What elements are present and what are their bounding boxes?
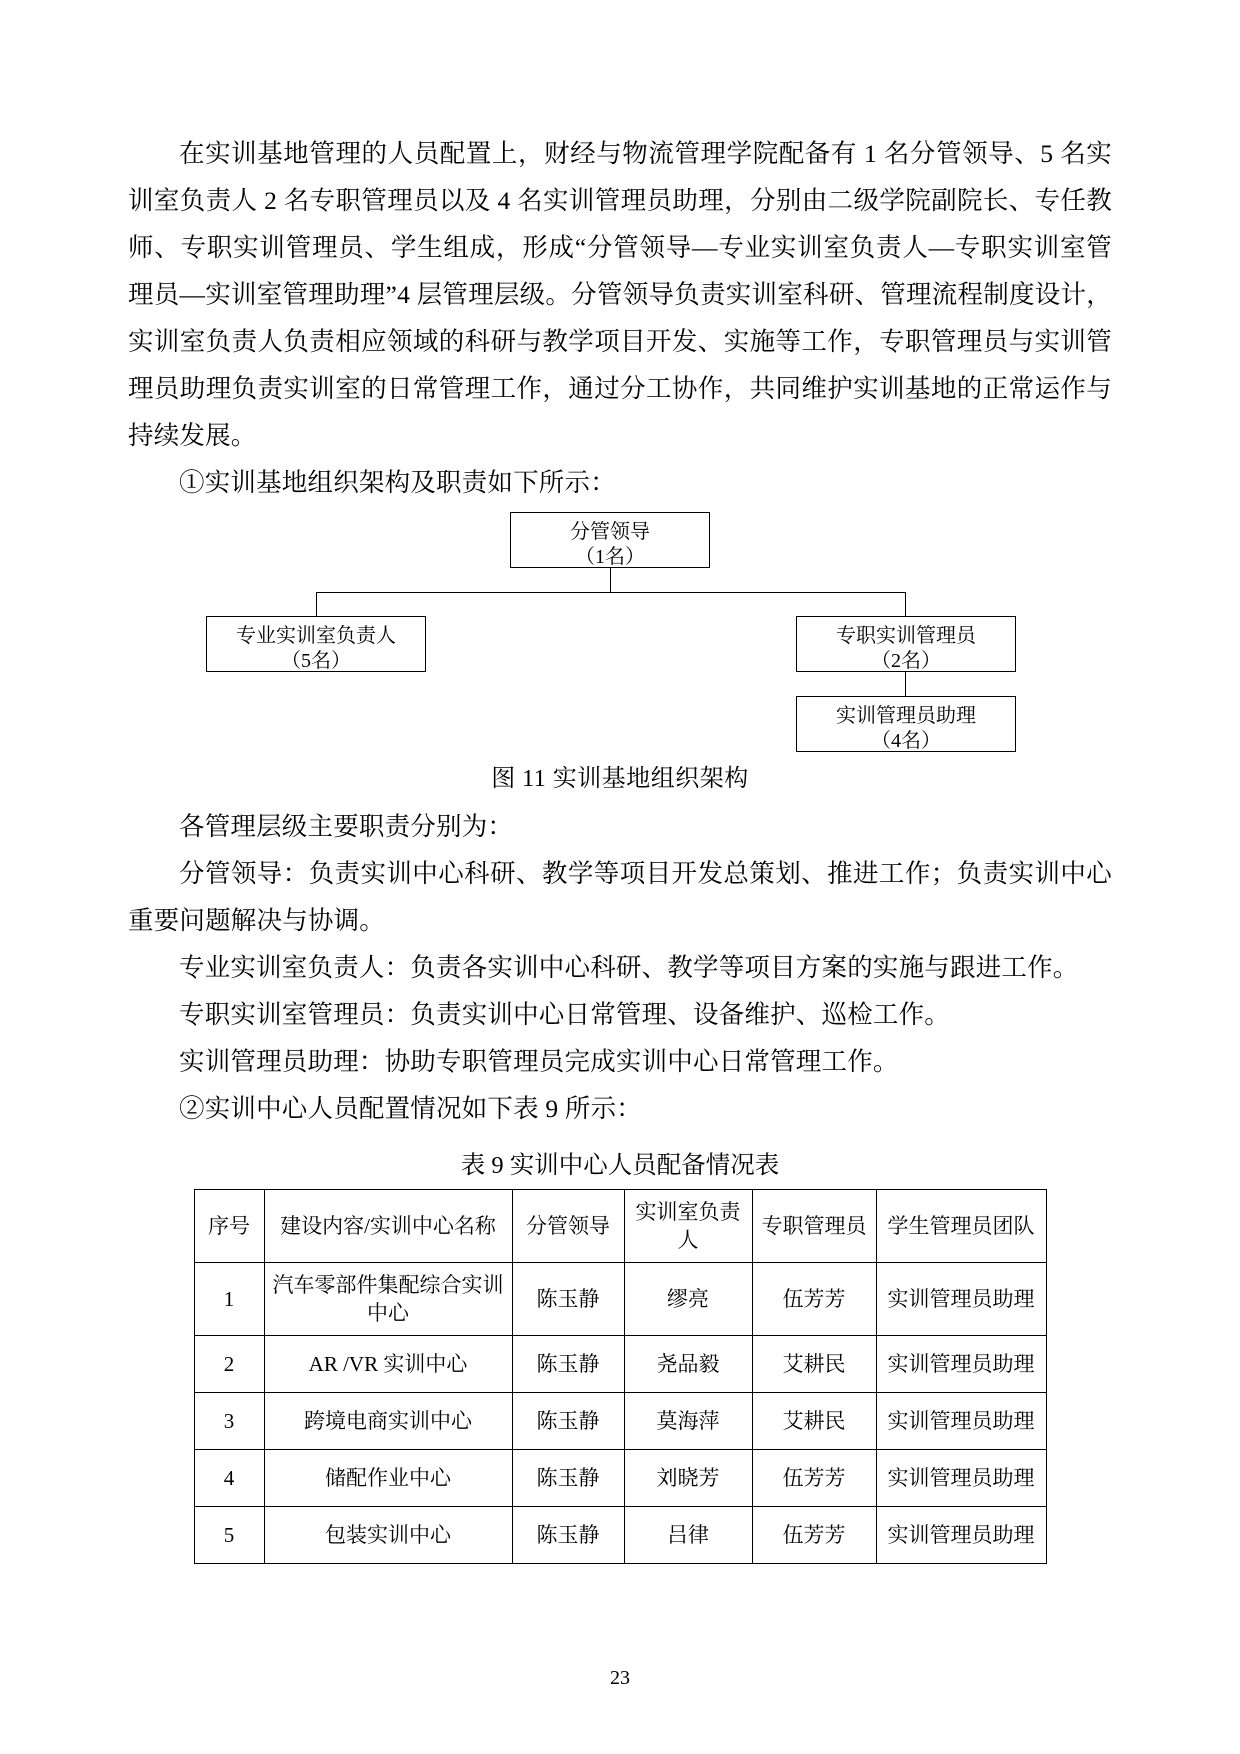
- paragraph-5: 专业实训室负责人：负责各实训中心科研、教学等项目方案的实施与跟进工作。: [179, 953, 1079, 982]
- table-row: [194, 1393, 1046, 1450]
- table-header-cell: 建设内容/实训中心名称: [264, 1190, 512, 1263]
- paragraph-6: 专职实训室管理员：负责实训中心日常管理、设备维护、巡检工作。: [179, 1000, 951, 1029]
- table-cell: 汽车零部件集配综合实训中心: [264, 1263, 512, 1336]
- table-cell: 陈玉静: [512, 1393, 624, 1450]
- org-node-title: 专业实训室负责人: [236, 625, 396, 647]
- org-node-count: （4名）: [871, 730, 941, 752]
- table-cell: 陈玉静: [512, 1263, 624, 1336]
- org-node-count: （2名）: [871, 650, 941, 672]
- table-cell: 实训管理员助理: [876, 1336, 1046, 1393]
- org-node-count: （1名）: [575, 546, 645, 568]
- org-connector-vertical-right: [905, 592, 906, 616]
- table-cell: 4: [194, 1450, 264, 1507]
- table-cell: 刘晓芳: [624, 1450, 752, 1507]
- table-header-cell: 实训室负责人: [624, 1190, 752, 1263]
- org-node-full-time-manager: [796, 616, 1016, 672]
- table-cell: 3: [194, 1393, 264, 1450]
- org-connector-vertical-bottom: [905, 672, 906, 696]
- org-connector-horizontal: [316, 592, 906, 593]
- org-connector-vertical-top: [610, 568, 611, 592]
- table-cell: 实训管理员助理: [876, 1507, 1046, 1564]
- table-cell: 陈玉静: [512, 1450, 624, 1507]
- org-chart: [128, 512, 1112, 752]
- table-cell: 伍芳芳: [752, 1263, 876, 1336]
- table-cell: 艾耕民: [752, 1393, 876, 1450]
- table-cell: 跨境电商实训中心: [264, 1393, 512, 1450]
- table-caption: 表 9 实训中心人员配备情况表: [460, 1152, 780, 1179]
- paragraph-4: 分管领导：负责实训中心科研、教学等项目开发总策划、推进工作；负责实训中心重要问题解决与协调。: [128, 859, 1112, 935]
- table-header-cell: 学生管理员团队: [876, 1190, 1046, 1263]
- page-number: 23: [610, 1667, 630, 1689]
- paragraph-3: 各管理层级主要职责分别为：: [179, 812, 514, 841]
- table-cell: 莫海萍: [624, 1393, 752, 1450]
- table-header-cell: 分管领导: [512, 1190, 624, 1263]
- table-cell: 陈玉静: [512, 1507, 624, 1564]
- paragraph-7: 实训管理员助理：协助专职管理员完成实训中心日常管理工作。: [179, 1047, 899, 1076]
- table-cell: 实训管理员助理: [876, 1393, 1046, 1450]
- table-cell: 包装实训中心: [264, 1507, 512, 1564]
- table-row: [194, 1263, 1046, 1336]
- table-cell: 尧品毅: [624, 1336, 752, 1393]
- table-cell: 艾耕民: [752, 1336, 876, 1393]
- table-cell: 伍芳芳: [752, 1507, 876, 1564]
- table-header-cell: 专职管理员: [752, 1190, 876, 1263]
- org-connector-vertical-left: [316, 592, 317, 616]
- table-cell: 吕律: [624, 1507, 752, 1564]
- org-node-count: （5名）: [281, 650, 351, 672]
- table-cell: 缪亮: [624, 1263, 752, 1336]
- org-node-lab-supervisor: [206, 616, 426, 672]
- table-cell: 2: [194, 1336, 264, 1393]
- table-header-cell: 序号: [194, 1190, 264, 1263]
- table-header-row: [194, 1190, 1046, 1263]
- org-node-title: 实训管理员助理: [836, 705, 976, 727]
- paragraph-8: ②实训中心人员配置情况如下表 9 所示：: [179, 1094, 643, 1123]
- table-cell: 实训管理员助理: [876, 1263, 1046, 1336]
- table-row: [194, 1450, 1046, 1507]
- table-cell: 伍芳芳: [752, 1450, 876, 1507]
- table-cell: 储配作业中心: [264, 1450, 512, 1507]
- table-cell: 实训管理员助理: [876, 1450, 1046, 1507]
- table-cell: 陈玉静: [512, 1336, 624, 1393]
- table-row: [194, 1336, 1046, 1393]
- org-node-assistant-manager: [796, 696, 1016, 752]
- figure-caption: 图 11 实训基地组织架构: [491, 766, 749, 792]
- org-node-supervising-leader: [510, 512, 710, 568]
- paragraph-1: 在实训基地管理的人员配置上，财经与物流管理学院配备有 1 名分管领导、5 名实训室负责人 2 名专职管理员以及 4 名实训管理员助理，分别由二级学院副院长、专任教师、专职实训管理员、学生组成，形成“分管领导—专业实训室负责人—专职实训室管理员—实训室管理助理”4 层管理层级。分管领导负责实训室科研、管理流程制度设计，实训室负责人负责相应领域的科研与教学项目开发、实施等工作，专职管理员与实训管理员助理负责实训室的日常管理工作，通过分工协作，共同维护实训基地的正常运作与持续发展。: [128, 139, 1112, 450]
- table-cell: 1: [194, 1263, 264, 1336]
- org-node-title: 分管领导: [570, 521, 650, 543]
- paragraph-2: ①实训基地组织架构及职责如下所示：: [179, 468, 616, 497]
- table-cell: AR /VR 实训中心: [264, 1336, 512, 1393]
- table-row: [194, 1507, 1046, 1564]
- staffing-table: [194, 1189, 1047, 1564]
- table-cell: 5: [194, 1507, 264, 1564]
- org-node-title: 专职实训管理员: [836, 625, 976, 647]
